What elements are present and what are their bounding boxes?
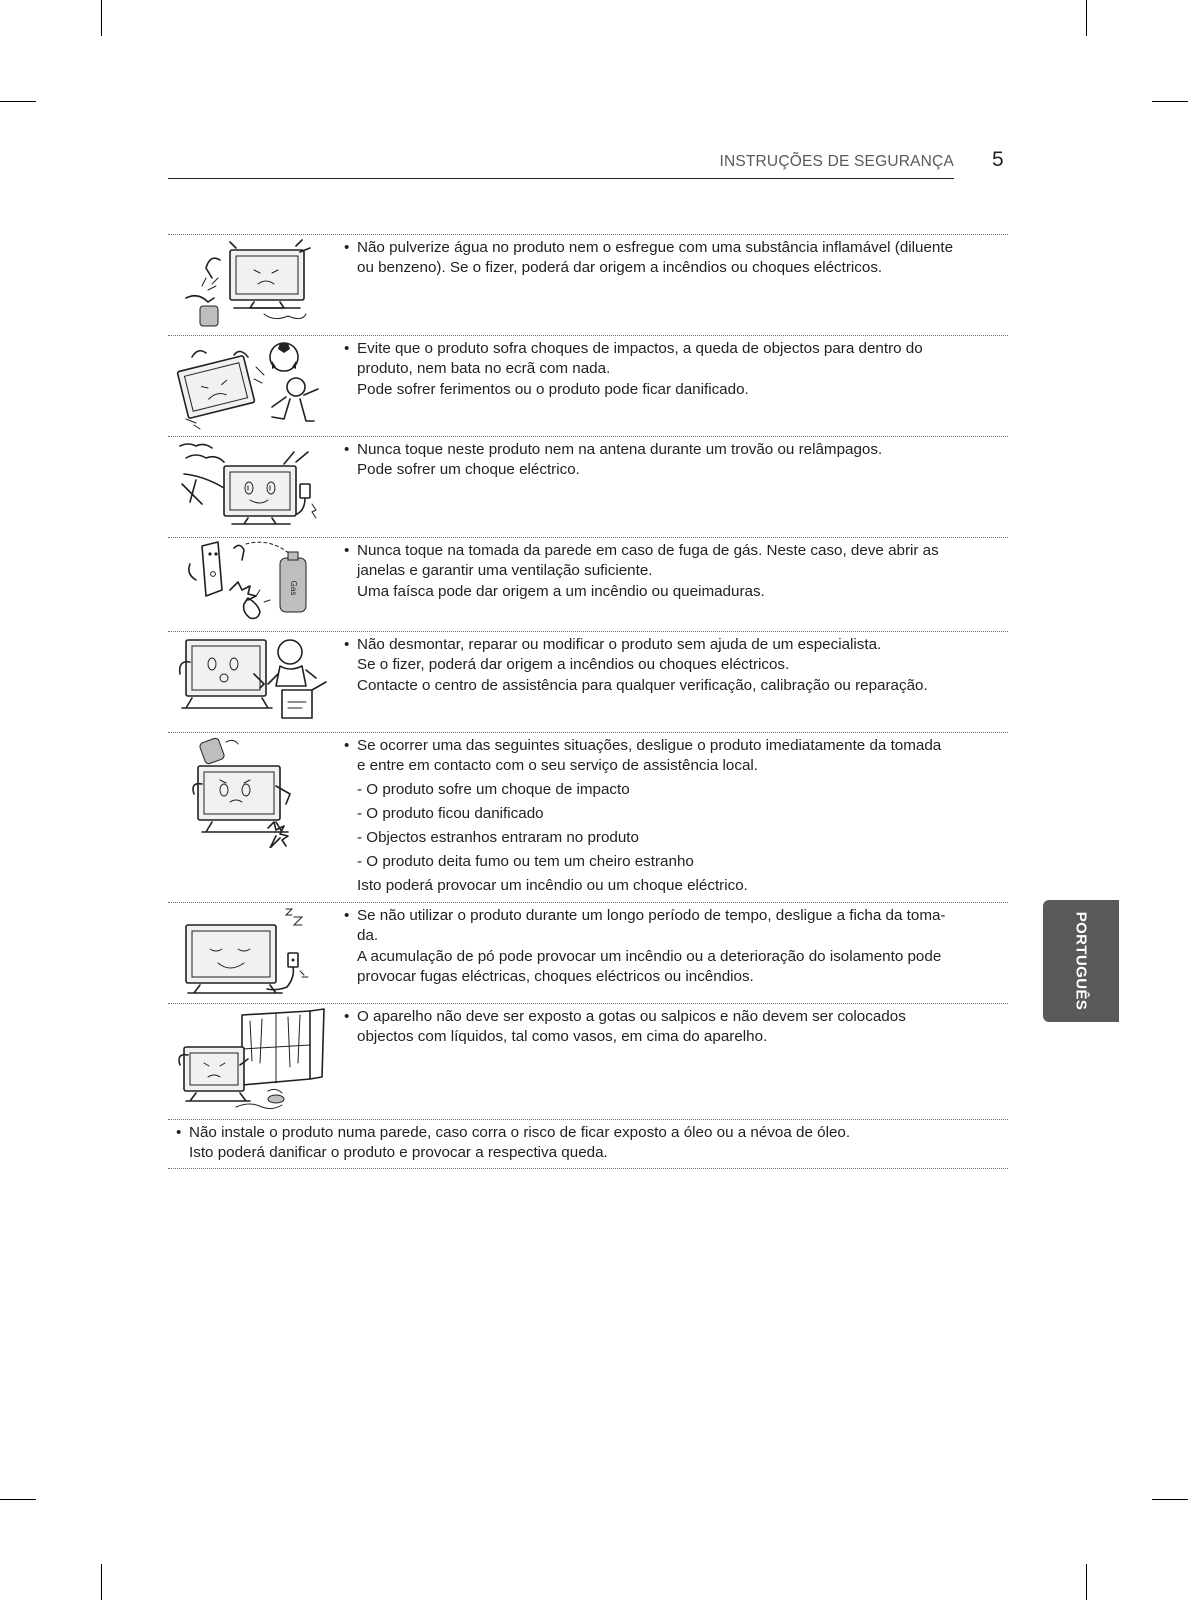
crop-mark [101,0,102,36]
bullet-line: • Se ocorrer uma das seguintes situações, desligue o produto imediatamente da tomada [344,736,1004,756]
crop-mark [1152,101,1188,102]
crop-mark [1086,1564,1087,1600]
sleeping-tv-illustration [172,905,332,999]
impact-illustration [172,339,332,431]
bullet-line: • Nunca toque na tomada da parede em caso de fuga de gás. Neste caso, deve abrir as [344,541,1004,561]
bullet-line: • Evite que o produto sofra choques de impactos, a queda de objectos para dentro do [344,339,1004,359]
bullet-line: • Se não utilizar o produto durante um longo período de tempo, desligue a ficha da toma- [344,906,1004,926]
dash-item: - O produto ficou danificado [344,804,1004,824]
dash-item: - O produto sofre um choque de impacto [344,780,1004,800]
header-rule [168,178,954,179]
language-tab-label: PORTUGUÊS [1072,911,1090,1011]
safety-item [176,1123,1006,1164]
continuation-line: produto, nem bata no ecrã com nada. [357,360,611,378]
bullet-line: • O aparelho não deve ser exposto a gotas ou salpicos e não devem ser colocados [344,1007,1004,1027]
row-divider [168,436,1008,437]
damaged-product-illustration [172,736,332,848]
dash-item: - Objectos estranhos entraram no produto [344,828,1004,848]
dash-item: - O produto deita fumo ou tem um cheiro estranho [344,852,1004,872]
row-divider [168,732,1008,733]
section-title: INSTRUÇÕES DE SEGURANÇA [719,153,954,170]
thunder-illustration [172,440,332,532]
safety-item [344,635,1004,696]
spray-water-illustration [172,238,332,330]
liquid-splash-illustration [172,1007,332,1115]
continuation-line: Isto poderá provocar um incêndio ou um choque eléctrico. [357,876,748,894]
bullet-line: • Não pulverize água no produto nem o esfregue com uma substância inflamável (diluente [344,238,1004,258]
safety-item [344,440,1004,481]
continuation-line: Contacte o centro de assistência para qualquer verificação, calibração ou reparação. [357,676,928,694]
continuation-line: Pode sofrer um choque eléctrico. [357,461,580,479]
row-divider [168,1003,1008,1004]
row-divider [168,335,1008,336]
bullet-line: • Não desmontar, reparar ou modificar o produto sem ajuda de um especialista. [344,635,1004,655]
safety-item [344,906,1004,988]
crop-mark [1152,1499,1188,1500]
safety-item [344,1007,1004,1048]
gas-leak-illustration [172,540,332,628]
continuation-line: ou benzeno). Se o fizer, poderá dar origem a incêndios ou choques eléctricos. [357,259,883,277]
continuation-line: provocar fugas eléctricas, choques eléctricos ou incêndios. [357,968,754,986]
continuation-line: Se o fizer, poderá dar origem a incêndios ou choques eléctricos. [357,656,790,674]
row-divider [168,1119,1008,1120]
continuation-line: objectos com líquidos, tal como vasos, em cima do aparelho. [357,1028,768,1046]
continuation-line: da. [357,927,379,945]
continuation-line: Uma faísca pode dar origem a um incêndio ou queimaduras. [357,582,765,600]
safety-item [344,541,1004,602]
crop-mark [0,1499,36,1500]
row-divider [168,234,1008,235]
continuation-line: Isto poderá danificar o produto e provocar a respectiva queda. [189,1144,608,1162]
crop-mark [0,101,36,102]
language-tab [1043,900,1119,1022]
continuation-line: janelas e garantir uma ventilação suficiente. [357,562,653,580]
bullet-line: • Não instale o produto numa parede, caso corra o risco de ficar exposto a óleo ou a névoa de óleo. [176,1123,1006,1143]
safety-item [344,238,1004,279]
crop-mark [101,1564,102,1600]
bullet-line: • Nunca toque neste produto nem na antena durante um trovão ou relâmpagos. [344,440,1004,460]
gas-can-label: Gas [289,580,298,596]
continuation-line: Pode sofrer ferimentos ou o produto pode ficar danificado. [357,380,749,398]
row-divider [168,1168,1008,1169]
safety-item [344,339,1004,400]
continuation-line: A acumulação de pó pode provocar um incêndio ou a deterioração do isolamento pode [357,947,942,965]
disassembly-illustration [172,634,332,726]
crop-mark [1086,0,1087,36]
continuation-line: e entre em contacto com o seu serviço de assistência local. [357,757,758,775]
row-divider [168,537,1008,538]
page-number: 5 [992,148,1004,171]
row-divider [168,631,1008,632]
row-divider [168,902,1008,903]
safety-item [344,736,1004,896]
